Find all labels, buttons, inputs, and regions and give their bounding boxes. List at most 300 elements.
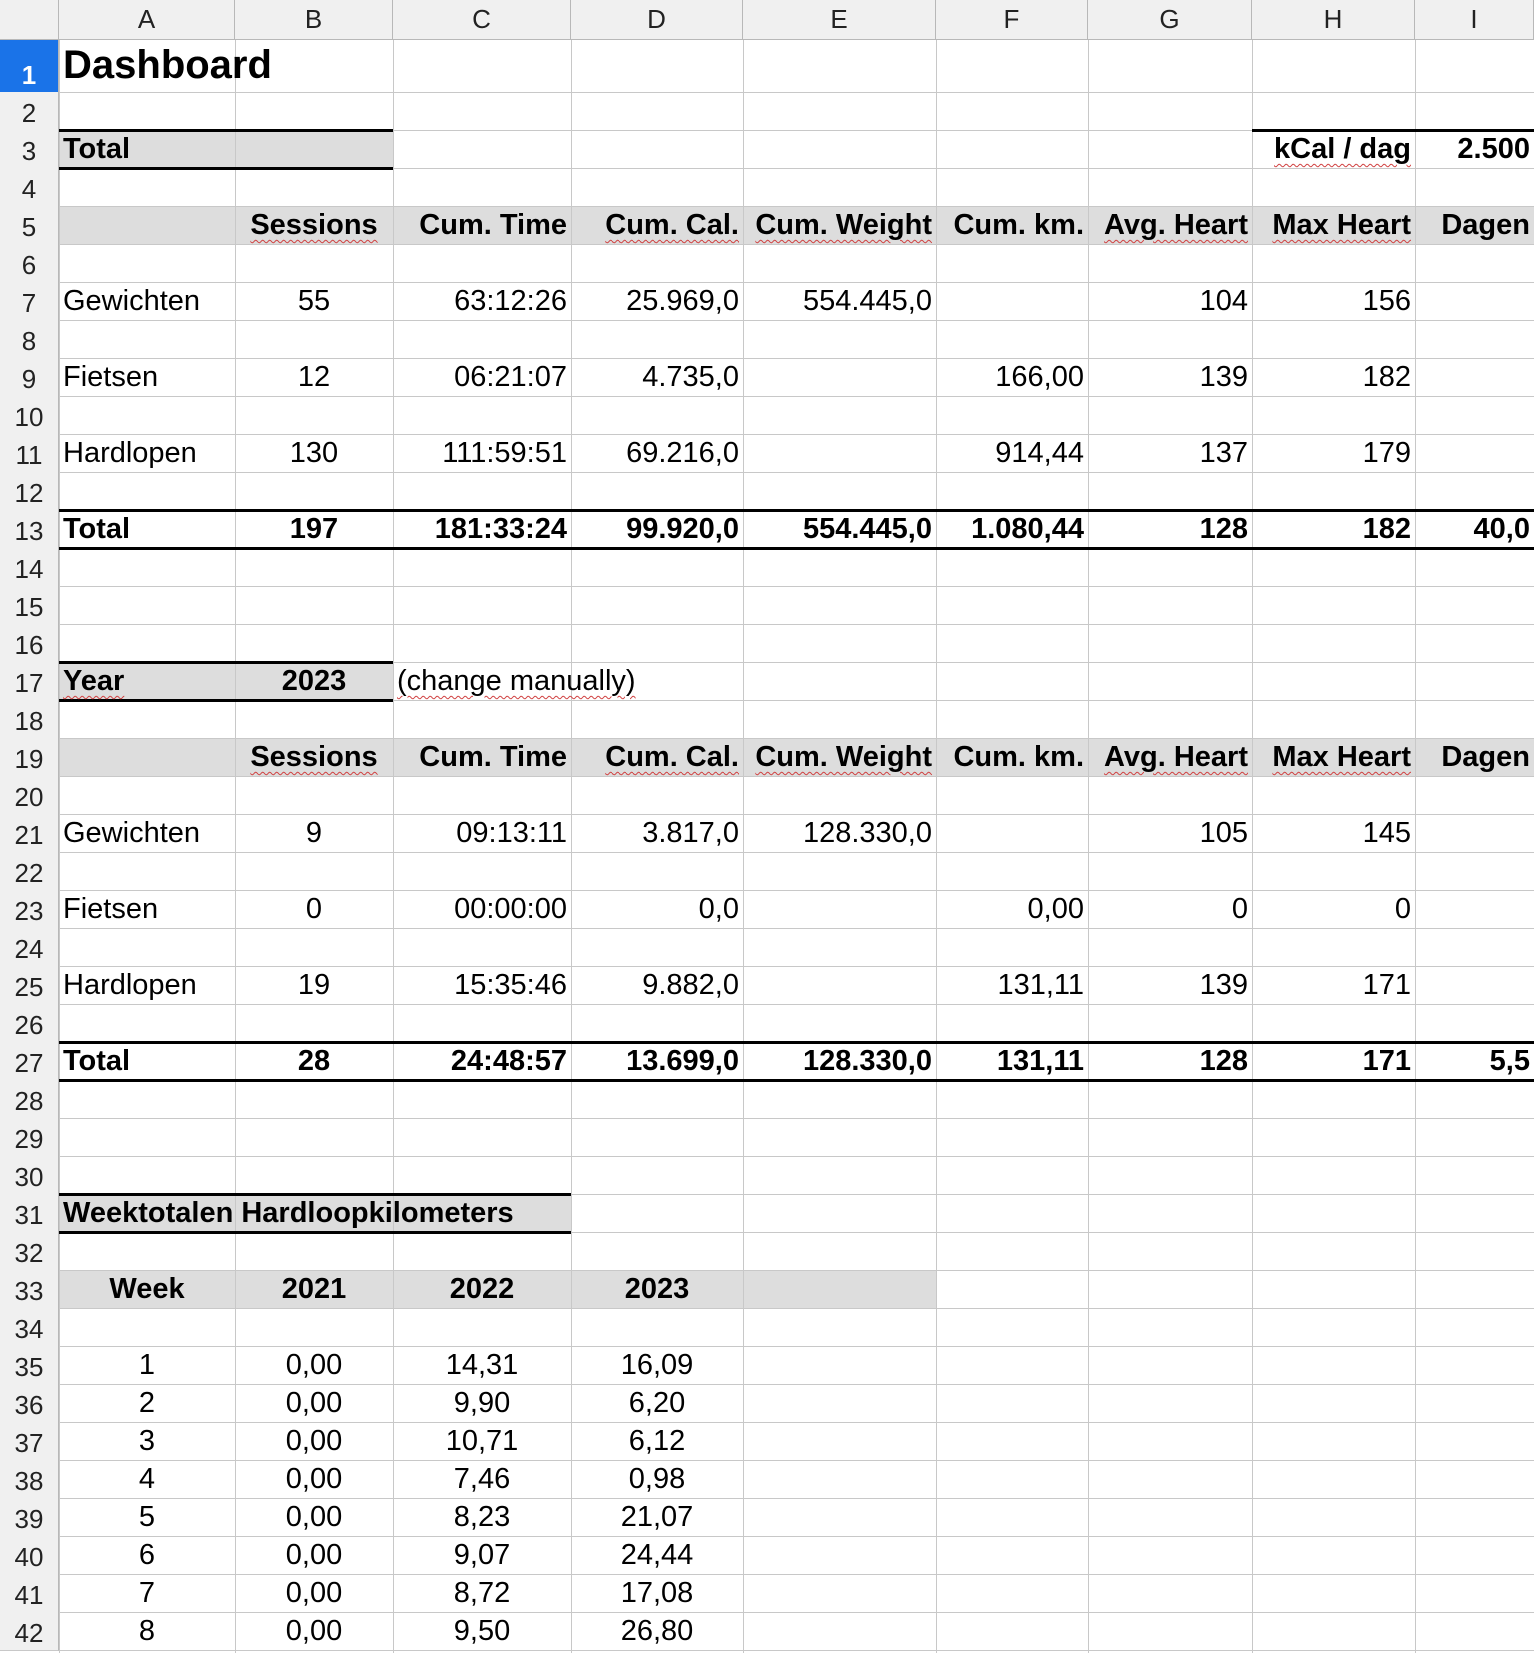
total-value[interactable] bbox=[743, 1042, 936, 1080]
row-header-8[interactable]: 8 bbox=[0, 320, 59, 359]
stat-value[interactable] bbox=[1415, 434, 1534, 472]
kcal-value[interactable] bbox=[1415, 130, 1534, 168]
stat-header[interactable] bbox=[393, 206, 571, 244]
cell-text: Max Heart bbox=[1272, 741, 1411, 773]
weekly-value[interactable] bbox=[571, 1460, 743, 1498]
weekly-value[interactable] bbox=[235, 1612, 393, 1650]
row-header-32[interactable]: 32 bbox=[0, 1232, 59, 1271]
cell-text: 21,07 bbox=[620, 1501, 694, 1533]
cell-text: 0 bbox=[305, 893, 323, 925]
stat-value[interactable] bbox=[571, 890, 743, 928]
stat-value[interactable] bbox=[571, 282, 743, 320]
weekly-value[interactable] bbox=[235, 1536, 393, 1574]
cell-text: 9 bbox=[305, 817, 323, 849]
stat-header[interactable] bbox=[1088, 206, 1252, 244]
stat-value[interactable] bbox=[936, 434, 1088, 472]
row-header-31[interactable]: 31 bbox=[0, 1194, 59, 1233]
grid-row-line bbox=[0, 1156, 1534, 1157]
cell-text: 69.216,0 bbox=[626, 437, 739, 469]
row-header-33[interactable]: 33 bbox=[0, 1270, 59, 1309]
row-header-38[interactable]: 38 bbox=[0, 1460, 59, 1499]
stat-value[interactable] bbox=[1088, 282, 1252, 320]
cell-text: Fietsen bbox=[63, 893, 159, 925]
weekly-value[interactable] bbox=[571, 1574, 743, 1612]
stat-value[interactable] bbox=[743, 358, 936, 396]
grid-row-line bbox=[0, 396, 1534, 397]
cell-text: 128 bbox=[1199, 513, 1248, 545]
cell-text: Hardlopen bbox=[63, 437, 197, 469]
cell-text: 0,00 bbox=[285, 1387, 343, 1419]
cell-text: 25.969,0 bbox=[626, 285, 739, 317]
stat-value[interactable] bbox=[393, 358, 571, 396]
column-header-c[interactable]: C bbox=[393, 0, 571, 40]
stat-value[interactable] bbox=[1088, 890, 1252, 928]
row-header-30[interactable]: 30 bbox=[0, 1156, 59, 1195]
grid-row-line bbox=[0, 1650, 1534, 1651]
total-value[interactable] bbox=[743, 510, 936, 548]
weekly-value[interactable] bbox=[571, 1498, 743, 1536]
weekly-header[interactable] bbox=[59, 1270, 235, 1308]
stat-value[interactable] bbox=[743, 434, 936, 472]
cell-text: Total bbox=[63, 513, 131, 545]
cell-text: 128 bbox=[1199, 1045, 1248, 1077]
cell-text: 9,50 bbox=[453, 1615, 511, 1647]
weekly-value[interactable] bbox=[571, 1422, 743, 1460]
stat-value[interactable] bbox=[1252, 358, 1415, 396]
grid-row-line bbox=[0, 320, 1534, 321]
stat-header[interactable] bbox=[571, 206, 743, 244]
cell-text: 0 bbox=[1231, 893, 1248, 925]
dashboard-title[interactable] bbox=[59, 40, 571, 92]
cell-text: 5,5 bbox=[1489, 1045, 1530, 1077]
weekly-value[interactable] bbox=[393, 1498, 571, 1536]
grid-row-line bbox=[0, 928, 1534, 929]
weekly-value[interactable] bbox=[59, 1460, 235, 1498]
cell-text: 181:33:24 bbox=[434, 513, 567, 545]
row-header-9[interactable]: 9 bbox=[0, 358, 59, 397]
weekly-value[interactable] bbox=[59, 1612, 235, 1650]
weekly-header[interactable] bbox=[235, 1270, 393, 1308]
stat-value[interactable] bbox=[235, 966, 393, 1004]
row-header-10[interactable]: 10 bbox=[0, 396, 59, 435]
weekly-value[interactable] bbox=[235, 1346, 393, 1384]
total-value[interactable] bbox=[1088, 510, 1252, 548]
cell-text: 0,00 bbox=[285, 1463, 343, 1495]
stat-value[interactable] bbox=[1415, 282, 1534, 320]
stat-header[interactable] bbox=[1415, 206, 1534, 244]
cell-text: 3.817,0 bbox=[642, 817, 739, 849]
cell-text: 171 bbox=[1362, 1045, 1411, 1077]
cell-text: 166,00 bbox=[995, 361, 1084, 393]
cell-text: 24:48:57 bbox=[450, 1045, 567, 1077]
weekly-value[interactable] bbox=[393, 1536, 571, 1574]
row-header-3[interactable]: 3 bbox=[0, 130, 59, 169]
cell-text: 9,07 bbox=[453, 1539, 511, 1571]
cell-text: 6,20 bbox=[628, 1387, 686, 1419]
stat-value[interactable] bbox=[1252, 814, 1415, 852]
weekly-header[interactable] bbox=[393, 1270, 571, 1308]
stat-value[interactable] bbox=[393, 890, 571, 928]
row-header-12[interactable]: 12 bbox=[0, 472, 59, 511]
weekly-value[interactable] bbox=[393, 1612, 571, 1650]
row-header-2[interactable]: 2 bbox=[0, 92, 59, 131]
cell-text: 1.080,44 bbox=[971, 513, 1084, 545]
cell-text: Gewichten bbox=[63, 817, 201, 849]
stat-value[interactable] bbox=[1252, 966, 1415, 1004]
stat-value[interactable] bbox=[235, 890, 393, 928]
cell-text: 111:59:51 bbox=[442, 437, 567, 469]
row-header-7[interactable]: 7 bbox=[0, 282, 59, 321]
cell-text: kCal / dag bbox=[1274, 133, 1411, 165]
cell-text: 0,00 bbox=[285, 1425, 343, 1457]
activity-label[interactable] bbox=[59, 434, 235, 472]
column-header-g[interactable]: G bbox=[1088, 0, 1252, 40]
column-header-e[interactable]: E bbox=[743, 0, 936, 40]
cell-text: Fietsen bbox=[63, 361, 159, 393]
cell-text: 131,11 bbox=[996, 1045, 1084, 1077]
cell-text: 19 bbox=[297, 969, 331, 1001]
stat-value[interactable] bbox=[1252, 282, 1415, 320]
weekly-value[interactable] bbox=[393, 1460, 571, 1498]
cell-text: 1 bbox=[138, 1349, 156, 1381]
column-header-b[interactable]: B bbox=[235, 0, 393, 40]
total-value[interactable] bbox=[393, 510, 571, 548]
weekly-value[interactable] bbox=[393, 1346, 571, 1384]
row-header-14[interactable]: 14 bbox=[0, 548, 59, 587]
column-header-d[interactable]: D bbox=[571, 0, 743, 40]
cell-text: 12 bbox=[297, 361, 331, 393]
cell-text: Avg. Heart bbox=[1104, 209, 1248, 241]
row-header-11[interactable]: 11 bbox=[0, 434, 59, 473]
total-value[interactable] bbox=[1252, 510, 1415, 548]
stat-value[interactable] bbox=[571, 434, 743, 472]
cell-text: 139 bbox=[1199, 361, 1248, 393]
stat-header[interactable] bbox=[235, 738, 393, 776]
row-header-21[interactable]: 21 bbox=[0, 814, 59, 853]
row-header-16[interactable]: 16 bbox=[0, 624, 59, 663]
cell-text: 6 bbox=[138, 1539, 156, 1571]
stat-header[interactable] bbox=[1415, 738, 1534, 776]
activity-label[interactable] bbox=[59, 282, 235, 320]
column-header-f[interactable]: F bbox=[936, 0, 1088, 40]
row-header-35[interactable]: 35 bbox=[0, 1346, 59, 1385]
row-header-13[interactable]: 13 bbox=[0, 510, 59, 549]
stat-value[interactable] bbox=[393, 966, 571, 1004]
grid-row-line bbox=[0, 244, 1534, 245]
cell-text: 8,72 bbox=[453, 1577, 511, 1609]
cell-text: 40,0 bbox=[1473, 513, 1530, 545]
total-value[interactable] bbox=[571, 510, 743, 548]
stat-value[interactable] bbox=[571, 358, 743, 396]
row-header-6[interactable]: 6 bbox=[0, 244, 59, 283]
row-header-36[interactable]: 36 bbox=[0, 1384, 59, 1423]
row-header-15[interactable]: 15 bbox=[0, 586, 59, 625]
grid-row-line bbox=[0, 852, 1534, 853]
activity-label[interactable] bbox=[59, 966, 235, 1004]
row-header-42[interactable]: 42 bbox=[0, 1612, 59, 1651]
weekly-value[interactable] bbox=[393, 1422, 571, 1460]
total-value[interactable] bbox=[1252, 1042, 1415, 1080]
cell-text: Gewichten bbox=[63, 285, 201, 317]
cell-text: 99.920,0 bbox=[626, 513, 739, 545]
stat-header[interactable] bbox=[571, 738, 743, 776]
cell-text: 7 bbox=[138, 1577, 156, 1609]
total-value[interactable] bbox=[936, 510, 1088, 548]
row-header-4[interactable]: 4 bbox=[0, 168, 59, 207]
stat-value[interactable] bbox=[393, 814, 571, 852]
cell-text: 182 bbox=[1362, 361, 1411, 393]
row-header-27[interactable]: 27 bbox=[0, 1042, 59, 1081]
cell-text: 128.330,0 bbox=[802, 817, 932, 849]
row-header-20[interactable]: 20 bbox=[0, 776, 59, 815]
stat-value[interactable] bbox=[936, 814, 1088, 852]
weekly-value[interactable] bbox=[235, 1574, 393, 1612]
weekly-value[interactable] bbox=[59, 1422, 235, 1460]
activity-label[interactable] bbox=[59, 814, 235, 852]
row-header-26[interactable]: 26 bbox=[0, 1004, 59, 1043]
weekly-header[interactable] bbox=[571, 1270, 743, 1308]
weekly-value[interactable] bbox=[393, 1384, 571, 1422]
weekly-value[interactable] bbox=[235, 1422, 393, 1460]
cell-text: 145 bbox=[1362, 817, 1411, 849]
stat-value[interactable] bbox=[1415, 890, 1534, 928]
row-header-1[interactable]: 1 bbox=[0, 40, 59, 93]
stat-value[interactable] bbox=[936, 966, 1088, 1004]
cell-text: 0 bbox=[1394, 893, 1411, 925]
cell-text: 16,09 bbox=[620, 1349, 694, 1381]
stat-value[interactable] bbox=[1088, 966, 1252, 1004]
total-value[interactable] bbox=[235, 1042, 393, 1080]
cell-text: 2023 bbox=[281, 665, 347, 697]
activity-label[interactable] bbox=[59, 890, 235, 928]
weekly-value[interactable] bbox=[235, 1460, 393, 1498]
cell-text: 6,12 bbox=[628, 1425, 686, 1457]
cell-text: 55 bbox=[297, 285, 331, 317]
cell-text: Cum. km. bbox=[953, 741, 1084, 773]
cell-text: Sessions bbox=[250, 209, 378, 241]
stat-value[interactable] bbox=[743, 966, 936, 1004]
total-value[interactable] bbox=[1088, 1042, 1252, 1080]
cell-text: Avg. Heart bbox=[1104, 741, 1248, 773]
weekly-value[interactable] bbox=[59, 1574, 235, 1612]
cell-text: 128.330,0 bbox=[802, 1045, 932, 1077]
row-header-24[interactable]: 24 bbox=[0, 928, 59, 967]
row-header-37[interactable]: 37 bbox=[0, 1422, 59, 1461]
stat-value[interactable] bbox=[936, 282, 1088, 320]
row-header-17[interactable]: 17 bbox=[0, 662, 59, 701]
weekly-value[interactable] bbox=[59, 1384, 235, 1422]
stat-value[interactable] bbox=[1252, 890, 1415, 928]
row-header-39[interactable]: 39 bbox=[0, 1498, 59, 1537]
cell-text: 104 bbox=[1199, 285, 1248, 317]
stat-value[interactable] bbox=[1415, 358, 1534, 396]
weekly-value[interactable] bbox=[59, 1536, 235, 1574]
weekly-value[interactable] bbox=[571, 1536, 743, 1574]
cell-text: Weektotalen Hardloopkilometers bbox=[63, 1197, 514, 1229]
cell-text: Dagen bbox=[1441, 741, 1530, 773]
row-header-22[interactable]: 22 bbox=[0, 852, 59, 891]
weekly-value[interactable] bbox=[571, 1384, 743, 1422]
cell-text: 554.445,0 bbox=[802, 285, 932, 317]
stat-value[interactable] bbox=[743, 890, 936, 928]
weekly-value[interactable] bbox=[571, 1346, 743, 1384]
cell-text: 9,90 bbox=[453, 1387, 511, 1419]
row-header-18[interactable]: 18 bbox=[0, 700, 59, 739]
cell-text: 9.882,0 bbox=[642, 969, 739, 1001]
year-label[interactable] bbox=[59, 662, 235, 700]
cell-text: 00:00:00 bbox=[454, 893, 567, 925]
stat-value[interactable] bbox=[235, 358, 393, 396]
stat-value[interactable] bbox=[1088, 434, 1252, 472]
cell-text: 3 bbox=[138, 1425, 156, 1457]
stat-value[interactable] bbox=[936, 890, 1088, 928]
cell-text: Total bbox=[63, 133, 131, 165]
cell-text: 554.445,0 bbox=[802, 513, 932, 545]
stat-header[interactable] bbox=[1252, 738, 1415, 776]
stat-value[interactable] bbox=[936, 358, 1088, 396]
column-header-i[interactable]: I bbox=[1415, 0, 1534, 40]
cell-text: (change manually) bbox=[397, 665, 636, 697]
stat-header[interactable] bbox=[743, 738, 936, 776]
grid-row-line bbox=[0, 776, 1534, 777]
weekly-value[interactable] bbox=[59, 1346, 235, 1384]
cell-text: 130 bbox=[289, 437, 339, 469]
cell-text: Cum. Cal. bbox=[605, 741, 739, 773]
row-header-23[interactable]: 23 bbox=[0, 890, 59, 929]
stat-header[interactable] bbox=[743, 206, 936, 244]
stat-value[interactable] bbox=[1088, 358, 1252, 396]
weekly-value[interactable] bbox=[235, 1498, 393, 1536]
stat-header[interactable] bbox=[393, 738, 571, 776]
cell-text: 197 bbox=[289, 513, 339, 545]
stat-value[interactable] bbox=[235, 282, 393, 320]
stat-value[interactable] bbox=[743, 282, 936, 320]
total-value[interactable] bbox=[571, 1042, 743, 1080]
cell-text: Hardlopen bbox=[63, 969, 197, 1001]
cell-text: 0,00 bbox=[285, 1615, 343, 1647]
total-value[interactable] bbox=[235, 510, 393, 548]
weekly-value[interactable] bbox=[393, 1574, 571, 1612]
cell-text: 171 bbox=[1362, 969, 1411, 1001]
cell-text: 8 bbox=[138, 1615, 156, 1647]
cell-text: 0,00 bbox=[285, 1577, 343, 1609]
stat-value[interactable] bbox=[1088, 814, 1252, 852]
stat-value[interactable] bbox=[1252, 434, 1415, 472]
cell-text: Week bbox=[109, 1273, 185, 1305]
cell-text: 24,44 bbox=[620, 1539, 694, 1571]
kcal-label[interactable] bbox=[1252, 130, 1415, 168]
cell-text: 8,23 bbox=[453, 1501, 511, 1533]
cell-text: 2021 bbox=[281, 1273, 347, 1305]
total-value[interactable] bbox=[1415, 510, 1534, 548]
row-header-34[interactable]: 34 bbox=[0, 1308, 59, 1347]
cell-text: Cum. Time bbox=[419, 209, 567, 241]
cell-text: 7,46 bbox=[453, 1463, 511, 1495]
row-header-19[interactable]: 19 bbox=[0, 738, 59, 777]
cell-text: 4 bbox=[138, 1463, 156, 1495]
grid-row-line bbox=[0, 1118, 1534, 1119]
stat-value[interactable] bbox=[235, 434, 393, 472]
row-header-28[interactable]: 28 bbox=[0, 1080, 59, 1119]
weekly-value[interactable] bbox=[571, 1612, 743, 1650]
cell-text: 179 bbox=[1362, 437, 1411, 469]
cell-text: 10,71 bbox=[445, 1425, 519, 1457]
cell-text: 15:35:46 bbox=[454, 969, 567, 1001]
cell-text: Cum. Cal. bbox=[605, 209, 739, 241]
row-header-41[interactable]: 41 bbox=[0, 1574, 59, 1613]
cell-text: Cum. Weight bbox=[755, 209, 932, 241]
cell-text: 28 bbox=[297, 1045, 331, 1077]
stat-value[interactable] bbox=[1415, 966, 1534, 1004]
cell-text: Total bbox=[63, 1045, 131, 1077]
stat-value[interactable] bbox=[743, 814, 936, 852]
total-value[interactable] bbox=[936, 1042, 1088, 1080]
total-value[interactable] bbox=[393, 1042, 571, 1080]
cell-text: 17,08 bbox=[620, 1577, 694, 1609]
cell-text: 0,00 bbox=[285, 1501, 343, 1533]
weekly-title[interactable] bbox=[59, 1194, 571, 1232]
year-value-input[interactable] bbox=[235, 662, 393, 700]
cell-text: Cum. Weight bbox=[755, 741, 932, 773]
stat-value[interactable] bbox=[571, 966, 743, 1004]
row-header-25[interactable]: 25 bbox=[0, 966, 59, 1005]
stat-header[interactable] bbox=[1088, 738, 1252, 776]
stat-value[interactable] bbox=[1415, 814, 1534, 852]
cell-text: Cum. Time bbox=[419, 741, 567, 773]
select-all-corner[interactable] bbox=[0, 0, 59, 40]
grid-row-line bbox=[0, 92, 1534, 93]
cell-text: Sessions bbox=[250, 741, 378, 773]
grid-row-line bbox=[0, 586, 1534, 587]
cell-text: 105 bbox=[1199, 817, 1248, 849]
stat-value[interactable] bbox=[571, 814, 743, 852]
weekly-value[interactable] bbox=[59, 1498, 235, 1536]
row-header-5[interactable]: 5 bbox=[0, 206, 59, 245]
cell-text: 914,44 bbox=[995, 437, 1084, 469]
stat-value[interactable] bbox=[393, 282, 571, 320]
column-header-h[interactable]: H bbox=[1252, 0, 1415, 40]
activity-label[interactable] bbox=[59, 358, 235, 396]
total-label[interactable] bbox=[59, 510, 235, 548]
weekly-value[interactable] bbox=[235, 1384, 393, 1422]
row-header-40[interactable]: 40 bbox=[0, 1536, 59, 1575]
cell-text: Year bbox=[63, 665, 125, 697]
cell-text: 5 bbox=[138, 1501, 156, 1533]
grid-row-line bbox=[0, 624, 1534, 625]
stat-header[interactable] bbox=[235, 206, 393, 244]
stat-value[interactable] bbox=[393, 434, 571, 472]
year-note[interactable] bbox=[393, 662, 743, 700]
cell-text: 06:21:07 bbox=[454, 361, 567, 393]
grid-row-line bbox=[0, 472, 1534, 473]
row-header-29[interactable]: 29 bbox=[0, 1118, 59, 1157]
total-value[interactable] bbox=[1415, 1042, 1534, 1080]
cell-text: Cum. km. bbox=[953, 209, 1084, 241]
total-label[interactable] bbox=[59, 1042, 235, 1080]
stat-header[interactable] bbox=[936, 738, 1088, 776]
cell-text: 0,0 bbox=[698, 893, 739, 925]
stat-header[interactable] bbox=[936, 206, 1088, 244]
cell-text: 2 bbox=[138, 1387, 156, 1419]
stat-value[interactable] bbox=[235, 814, 393, 852]
cell-text: 131,11 bbox=[997, 969, 1084, 1001]
cell-text: 2023 bbox=[624, 1273, 690, 1305]
grid-row-line bbox=[0, 1308, 1534, 1309]
cell-text: 2022 bbox=[449, 1273, 515, 1305]
total-section-header[interactable] bbox=[59, 130, 393, 168]
stat-header[interactable] bbox=[1252, 206, 1415, 244]
column-header-a[interactable]: A bbox=[59, 0, 235, 40]
